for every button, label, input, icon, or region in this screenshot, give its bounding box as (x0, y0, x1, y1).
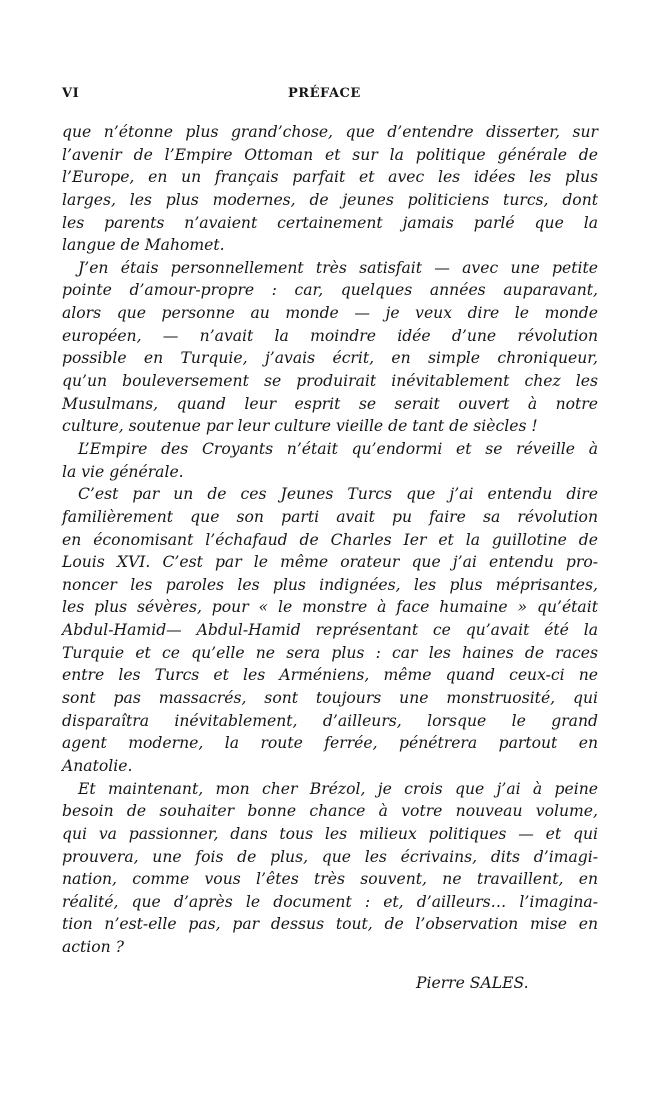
text-line: action ? (62, 938, 125, 957)
text-line: réalité, que d’après le document : et, d’ailleurs… l’imagina- (62, 892, 598, 911)
text-line: culture, soutenue par leur culture vieille de tant de siècles ! (62, 417, 538, 436)
text-line: noncer les paroles les plus indignées, les plus méprisantes, (62, 575, 598, 594)
running-title: PRÉFACE (288, 86, 361, 101)
text-line: l’avenir de l’Empire Ottoman et sur la politique générale de (62, 145, 598, 164)
text-line: en économisant l’échafaud de Charles Ier et la guillotine de (62, 530, 598, 549)
text-line: familièrement que son parti avait pu faire sa révolution (62, 507, 598, 526)
text-line: qu’un bouleversement se produirait inévitablement chez les (62, 372, 598, 391)
page-number: VI (62, 86, 80, 101)
text-line: possible en Turquie, j’avais écrit, en simple chroniqueur, (62, 349, 598, 368)
text-line: tion n’est-elle pas, par dessus tout, de l’observation mise en (62, 915, 598, 934)
text-line: besoin de souhaiter bonne chance à votre nouveau volume, (62, 802, 598, 821)
text-line: Louis XVI. C’est par le même orateur que j’ai entendu pro- (62, 553, 598, 572)
text-line: Anatolie. (62, 756, 133, 775)
text-line: larges, les plus modernes, de jeunes politiciens turcs, dont (62, 190, 598, 209)
text-line: nation, comme vous l’êtes très souvent, ne travaillent, en (62, 870, 598, 889)
text-line: J’en étais personnellement très satisfait — avec une petite (78, 258, 598, 277)
text-line: Et maintenant, mon cher Brézol, je crois que j’ai à peine (78, 779, 598, 798)
text-line: qui va passionner, dans tous les milieux politiques — et qui (62, 824, 598, 843)
text-line: entre les Turcs et les Arméniens, même quand ceux-ci ne (62, 666, 598, 685)
text-line: que n’étonne plus grand’chose, que d’entendre disserter, sur (62, 123, 598, 141)
text-line: les plus sévères, pour « le monstre à face humaine » qu’était (62, 598, 598, 617)
text-line: L’Empire des Croyants n’était qu’endormi et se réveille à (78, 439, 598, 458)
text-line: l’Europe, en un français parfait et avec les idées les plus (62, 168, 598, 187)
text-line: alors que personne au monde — je veux dire le monde (62, 304, 598, 323)
preface-body (62, 121, 598, 959)
text-line: C’est par un de ces Jeunes Turcs que j’ai entendu dire (78, 485, 598, 504)
text-line: pointe d’amour-propre : car, quelques années auparavant, (62, 281, 598, 300)
text-line: agent moderne, la route ferrée, pénétrera partout en (62, 734, 598, 753)
author-signature: Pierre SALES. (416, 974, 529, 992)
text-line: langue de Mahomet. (62, 236, 225, 255)
text-line: disparaîtra inévitablement, d’ailleurs, lorsque le grand (62, 711, 598, 730)
text-line: Musulmans, quand leur esprit se serait ouvert à notre (62, 394, 598, 413)
text-line: les parents n’avaient certainement jamais parlé que la (62, 213, 598, 232)
text-line: la vie générale. (62, 462, 184, 481)
text-line: Turquie et ce qu’elle ne sera plus : car les haines de races (62, 643, 598, 662)
text-line: Abdul-Hamid— Abdul-Hamid représentant ce qu’avait été la (62, 621, 598, 640)
running-head (62, 86, 600, 108)
text-line: sont pas massacrés, sont toujours une monstruosité, qui (62, 689, 598, 708)
text-line: prouvera, une fois de plus, que les écrivains, dits d’imagi- (62, 847, 598, 866)
text-line: européen, — n’avait la moindre idée d’une révolution (62, 326, 598, 345)
